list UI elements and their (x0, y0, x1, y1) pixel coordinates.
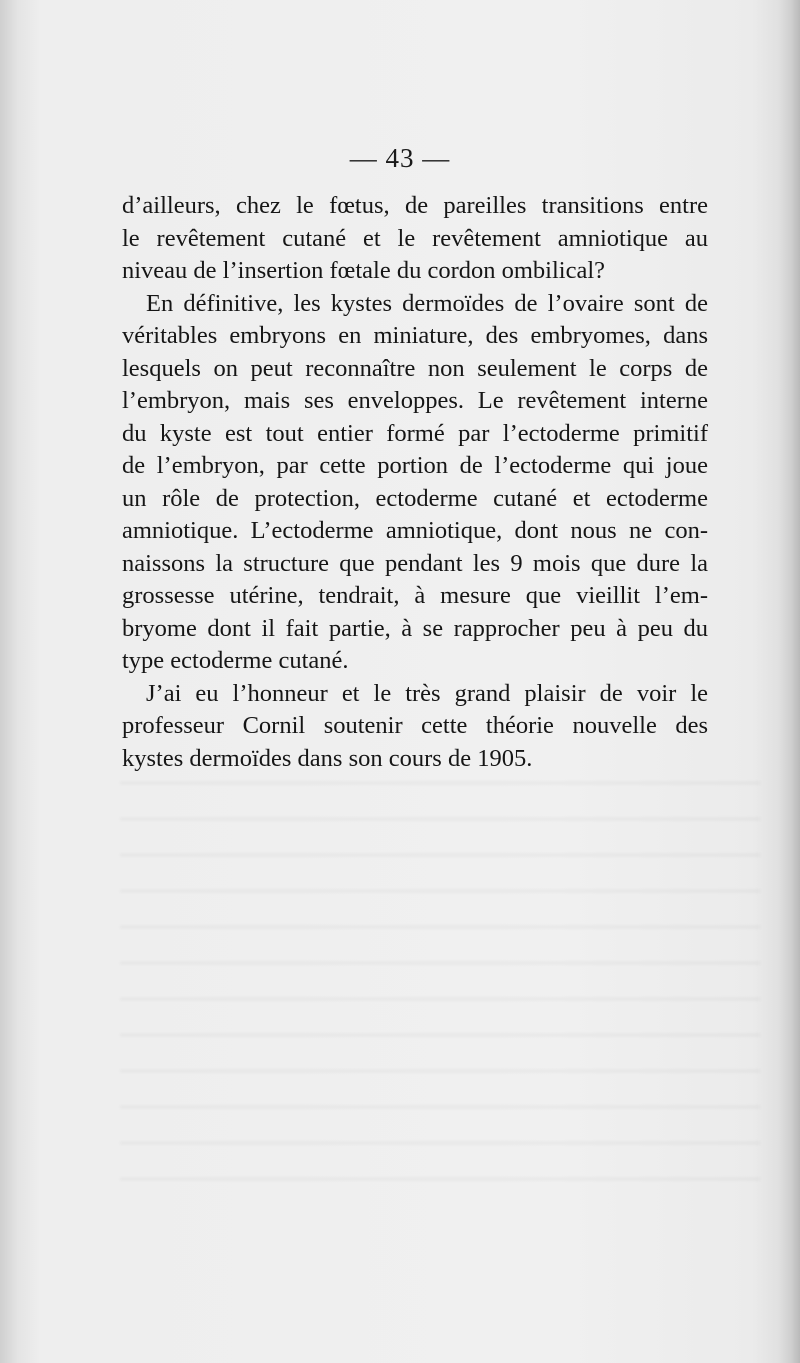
text-line: J’ai eu l’honneur et le très grand plaisir de voir le (146, 679, 708, 707)
text-line: bryome dont il fait partie, à se rapprocher peu à peu du (122, 614, 708, 642)
text-line: type ectoderme cutané. (122, 647, 349, 674)
paragraph-2 (122, 288, 708, 678)
text-line: amniotique. L’ectoderme amniotique, dont nous ne con- (122, 517, 708, 544)
text-line: de l’embryon, par cette portion de l’ectoderme qui joue (122, 452, 708, 479)
text-line: le revêtement cutané et le revêtement amniotique au (122, 224, 708, 252)
text-line: lesquels on peut reconnaître non seulement le corps de (122, 354, 708, 382)
text-line: naissons la structure que pendant les 9 mois que dure la (122, 549, 708, 577)
text-line: grossesse utérine, tendrait, à mesure que vieillit l’em- (122, 582, 708, 609)
show-through-text (120, 760, 760, 1180)
paragraph-1 (122, 190, 708, 288)
text-line: niveau de l’insertion fœtale du cordon ombilical? (122, 257, 606, 284)
text-line: d’ailleurs, chez le fœtus, de pareilles transitions entre (122, 192, 708, 219)
text-line: véritables embryons en miniature, des embryomes, dans (122, 322, 708, 349)
body-text (122, 190, 708, 775)
paragraph-3 (122, 678, 708, 776)
text-line: du kyste est tout entier formé par l’ectoderme primitif (122, 419, 708, 447)
text-line: un rôle de protection, ectoderme cutané et ectoderme (122, 484, 708, 512)
page-number: — 43 — (349, 143, 451, 173)
text-line: l’embryon, mais ses enveloppes. Le revêtement interne (122, 387, 708, 414)
text-line: En définitive, les kystes dermoïdes de l’ovaire sont de (146, 289, 708, 317)
text-line: professeur Cornil soutenir cette théorie nouvelle des (122, 712, 708, 739)
page-edge-shadow (778, 0, 800, 1363)
text-line: kystes dermoïdes dans son cours de 1905. (122, 744, 533, 772)
